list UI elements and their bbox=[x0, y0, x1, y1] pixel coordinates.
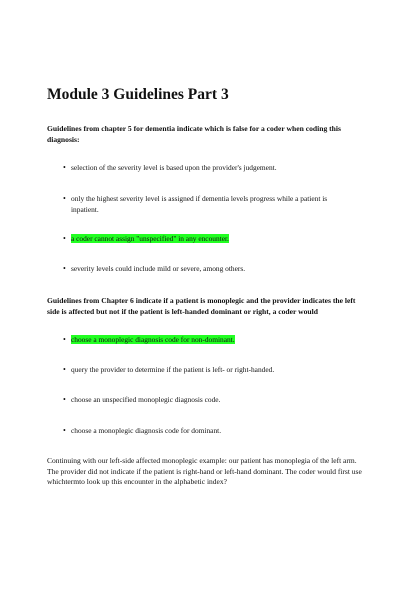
question-1: Guidelines from chapter 5 for dementia indicate which is false for a coder when coding this diagnosis: bbox=[47, 124, 341, 144]
bullet-icon: • bbox=[63, 426, 66, 435]
bullet-icon: • bbox=[63, 163, 66, 172]
bullet-icon: • bbox=[63, 365, 66, 374]
question-2: Guidelines from Chapter 6 indicate if a patient is monoplegic and the provider indicates the left side is affected but not if the patient is left-handed dominant or right, a coder would bbox=[47, 296, 356, 316]
option-label: choose an unspecified monoplegic diagnosis code. bbox=[71, 395, 221, 404]
bullet-icon: • bbox=[63, 395, 66, 404]
list-item bbox=[63, 426, 353, 437]
list-item bbox=[63, 365, 353, 376]
option-text bbox=[71, 395, 353, 406]
option-label: choose a monoplegic diagnosis code for dominant. bbox=[71, 426, 222, 435]
list-item bbox=[63, 395, 353, 406]
option-text bbox=[71, 365, 353, 376]
bullet-icon: • bbox=[63, 335, 66, 344]
closing-paragraph: Continuing with our left-side affected monoplegic example: our patient has monoplegia of the left arm. The provider did not indicate if the patient is right-hand or left-hand dominant. The coder would first use whichtermto look up this encounter in the alphabetic index? bbox=[47, 456, 362, 486]
page-title: Module 3 Guidelines Part 3 bbox=[47, 86, 229, 103]
option-label: only the highest severity level is assigned if dementia levels progress while a patient is inpatient. bbox=[71, 194, 328, 214]
highlighted-answer: a coder cannot assign "unspecified" in any encounter. bbox=[71, 234, 229, 243]
list-item bbox=[63, 335, 353, 346]
highlighted-answer: choose a monoplegic diagnosis code for non-dominant. bbox=[71, 335, 235, 344]
bullet-icon: • bbox=[63, 194, 66, 203]
option-text bbox=[71, 335, 353, 346]
option-label: query the provider to determine if the patient is left- or right-handed. bbox=[71, 365, 275, 374]
option-text bbox=[71, 426, 353, 437]
bullet-icon: • bbox=[63, 264, 66, 273]
option-label: selection of the severity level is based upon the provider's judgement. bbox=[71, 163, 277, 172]
option-label: severity levels could include mild or severe, among others. bbox=[71, 264, 246, 273]
bullet-icon: • bbox=[63, 234, 66, 243]
